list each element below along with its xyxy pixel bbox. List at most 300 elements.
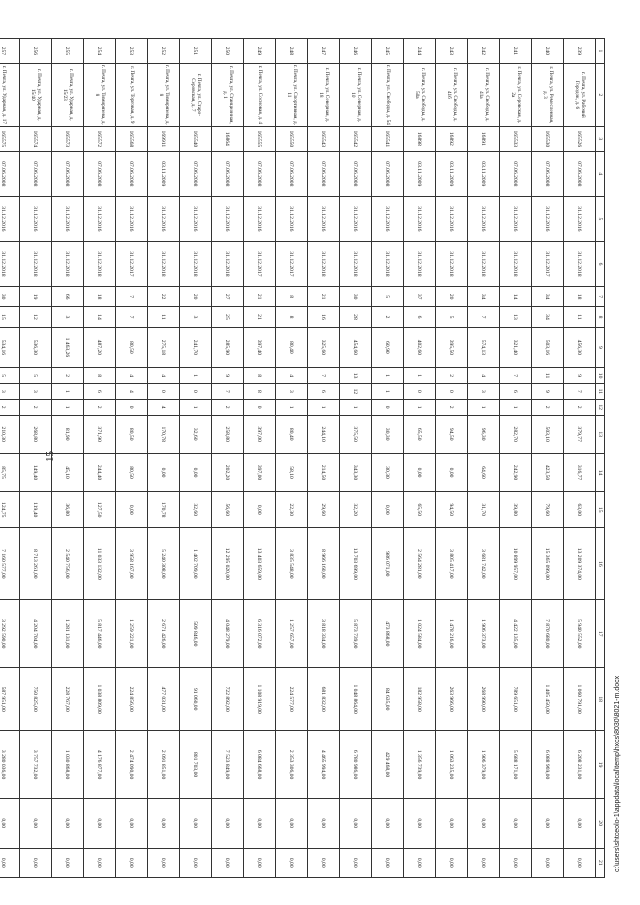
column-header: 1 <box>596 39 605 64</box>
table-cell: 0 <box>372 399 404 415</box>
table-cell: 31.12.2016 <box>148 196 180 241</box>
address-cell: г. Печга, ул. Свободы, д. 54 <box>372 63 404 126</box>
table-cell: 3 <box>0 383 20 399</box>
table-cell: 0,00 <box>404 848 436 877</box>
table-cell: 165526 <box>564 126 596 151</box>
table-cell: 7 <box>564 383 596 399</box>
table-cell: 07.06.2008 <box>52 151 84 196</box>
column-header: 20 <box>596 798 605 848</box>
table-cell: 7 <box>500 368 532 384</box>
table-cell: 31.12.2016 <box>436 196 468 241</box>
table-cell: 4 <box>116 368 148 384</box>
table-cell: 2 564 281,00 <box>404 528 436 600</box>
table-cell: 536,30 <box>20 327 52 368</box>
table-cell: 3 <box>52 307 84 327</box>
table-cell: 165573 <box>52 126 84 151</box>
table-cell: 282,70 <box>500 415 532 453</box>
column-header: 7 <box>596 287 605 307</box>
column-header: 19 <box>596 731 605 799</box>
table-cell: 574,13 <box>468 327 500 368</box>
table-cell: 84 635,00 <box>372 668 404 731</box>
table-cell: 9 <box>564 368 596 384</box>
table-cell: 2 540 756,00 <box>52 528 84 600</box>
column-header: 17 <box>596 600 605 668</box>
table-cell: 2 091 851,00 <box>148 731 180 799</box>
column-header: 5 <box>596 196 605 241</box>
table-cell: 2 <box>84 399 116 415</box>
table-cell: 343,30 <box>340 453 372 491</box>
table-cell: 1 030 868,00 <box>52 731 84 799</box>
table-cell: 16864 <box>212 126 244 151</box>
table-cell: 0,00 <box>212 798 244 848</box>
table-cell: 397,40 <box>244 327 276 368</box>
table-cell: 5 817 446,00 <box>84 600 116 668</box>
table-cell: 8 966 160,00 <box>308 528 340 600</box>
table-cell: 3 818 334,00 <box>308 600 340 668</box>
table-cell: 94,50 <box>436 415 468 453</box>
table-cell: 31.12.2018 <box>20 241 52 286</box>
table-cell: 258,80 <box>212 415 244 453</box>
table-cell: 32,20 <box>340 492 372 528</box>
table-cell: 0,00 <box>20 848 52 877</box>
table-cell: 7 <box>212 383 244 399</box>
table-cell: 6 208 231,00 <box>564 731 596 799</box>
table-cell: 248 <box>276 39 308 64</box>
table-cell: 31.12.2016 <box>0 196 20 241</box>
table-cell: 1 257 657,00 <box>276 600 308 668</box>
address-cell: г. Печга, ул. Станционная, д. 1 <box>212 63 244 126</box>
table-cell: 0,00 <box>404 453 436 491</box>
table-cell: 1 <box>52 383 84 399</box>
table-cell: 256 <box>20 39 52 64</box>
table-cell: 31.12.2016 <box>52 196 84 241</box>
table-cell: 170,78 <box>148 492 180 528</box>
table-cell: 0,00 <box>532 798 564 848</box>
table-cell: 3 681 742,00 <box>468 528 500 600</box>
table-cell: 3 805 417,00 <box>436 528 468 600</box>
table-cell: 119,40 <box>20 492 52 528</box>
table-cell: 30,30 <box>372 453 404 491</box>
table-cell: 07.06.2008 <box>532 151 564 196</box>
table-cell: 2 <box>532 399 564 415</box>
table-cell: 241 <box>500 39 532 64</box>
table-cell: 22,30 <box>276 492 308 528</box>
table-cell: 18 <box>84 287 116 307</box>
table-cell: 1 <box>404 368 436 384</box>
table-cell: 0,00 <box>276 798 308 848</box>
table-cell: 0,00 <box>436 798 468 848</box>
table-cell: 1 405 450,00 <box>532 668 564 731</box>
column-header: 11 <box>596 383 605 399</box>
table-cell: 429 468,00 <box>372 731 404 799</box>
table-cell: 0,00 <box>532 848 564 877</box>
table-cell: 6 084 668,00 <box>244 731 276 799</box>
table-cell: 30 <box>340 287 372 307</box>
table-cell: 5 <box>436 307 468 327</box>
table-cell: 0,00 <box>0 848 20 877</box>
table-cell: 165555 <box>244 126 276 151</box>
address-cell: г. Печга, ул. Тимирязева, д. 8 <box>84 63 116 126</box>
table-cell: 80,50 <box>116 453 148 491</box>
table-cell: 165575 <box>0 126 20 151</box>
table-cell: 5 <box>372 287 404 307</box>
table-cell: 275,18 <box>148 327 180 368</box>
table-cell: 0,00 <box>180 453 212 491</box>
table-cell: 63,00 <box>564 492 596 528</box>
table-cell: 8 <box>84 368 116 384</box>
table-cell: 986 071,00 <box>372 528 404 600</box>
table-cell: 1 <box>308 399 340 415</box>
table-cell: 2 671 426,00 <box>148 600 180 668</box>
table-cell: 31.12.2018 <box>52 241 84 286</box>
table-cell: 6 316 072,00 <box>244 600 276 668</box>
table-row <box>564 39 596 878</box>
table-cell: 245 <box>372 39 404 64</box>
table-cell: 31.12.2017 <box>116 241 148 286</box>
column-header: 15 <box>596 492 605 528</box>
table-cell: 0,00 <box>372 798 404 848</box>
table-cell: 13 <box>340 368 372 384</box>
table-cell: 0,00 <box>20 798 52 848</box>
table-row <box>340 39 372 878</box>
table-cell: 251 <box>180 39 212 64</box>
footer-file-path: c:\users\shtceolo-1\appdata\local\temp\hxcs\8030\8021-m.docx <box>614 675 621 872</box>
table-cell: 5 <box>0 368 20 384</box>
table-cell: 7 <box>116 307 148 327</box>
address-cell: г. Печга, ул. Свободы, д. 41а <box>468 63 500 126</box>
table-cell: 07.06.2008 <box>212 151 244 196</box>
header-row <box>596 39 605 878</box>
table-cell: 11 033 132,00 <box>84 528 116 600</box>
table-cell: 5 940 552,00 <box>564 600 596 668</box>
table-cell: 31.12.2018 <box>500 241 532 286</box>
table-cell: 9 <box>532 383 564 399</box>
table-cell: 31.12.2016 <box>468 196 500 241</box>
table-cell: 4 <box>148 368 180 384</box>
table-cell: 0,00 <box>468 848 500 877</box>
table-cell: 31.12.2016 <box>244 196 276 241</box>
table-cell: 30 <box>0 287 20 307</box>
table-cell: 250 <box>212 39 244 64</box>
column-header: 10 <box>596 368 605 384</box>
table-cell: 39,80 <box>500 492 532 528</box>
table-cell: 31.12.2016 <box>212 196 244 241</box>
table-cell: 681 832,00 <box>308 668 340 731</box>
table-cell: 31.12.2016 <box>372 196 404 241</box>
table-cell: 228 767,00 <box>52 668 84 731</box>
table-cell: 477 031,00 <box>148 668 180 731</box>
column-header: 6 <box>596 241 605 286</box>
column-header: 18 <box>596 668 605 731</box>
table-cell: 6 <box>500 383 532 399</box>
table-cell: 58,10 <box>276 453 308 491</box>
table-cell: 45,10 <box>52 453 84 491</box>
table-cell: 07.06.2008 <box>20 151 52 196</box>
table-cell: 36,80 <box>52 492 84 528</box>
table-cell: 64,60 <box>468 453 500 491</box>
table-cell: 31.12.2016 <box>532 196 564 241</box>
table-cell: 20 <box>180 287 212 307</box>
table-cell: 241,70 <box>180 327 212 368</box>
table-cell: 60,90 <box>372 327 404 368</box>
table-cell: 2 <box>0 399 20 415</box>
table-cell: 268,80 <box>20 415 52 453</box>
table-cell: 6 <box>404 307 436 327</box>
column-header: 8 <box>596 307 605 327</box>
table-cell: 5 873 739,00 <box>340 600 372 668</box>
table-cell: 0,00 <box>148 798 180 848</box>
table-cell: 509 846,00 <box>180 600 212 668</box>
table-cell: 243 <box>436 39 468 64</box>
table-cell: 15 <box>0 307 20 327</box>
table-cell: 03.11.2009 <box>148 151 180 196</box>
table-cell: 397,00 <box>244 453 276 491</box>
table-cell: 169911 <box>148 126 180 151</box>
table-cell: 31.12.2016 <box>340 196 372 241</box>
table-row <box>20 39 52 878</box>
address-cell: г. Печга, ул. Торговая, д. 9 <box>116 63 148 126</box>
table-cell: 37 <box>404 287 436 307</box>
column-header: 9 <box>596 327 605 368</box>
table-row <box>276 39 308 878</box>
table-cell: 11 <box>564 307 596 327</box>
table-cell: 7 523 849,00 <box>212 731 244 799</box>
table-cell: 07.06.2008 <box>372 151 404 196</box>
table-cell: 0,00 <box>308 798 340 848</box>
table-cell: 1 <box>372 368 404 384</box>
table-row <box>0 39 20 878</box>
address-cell: г. Печга, ул. Северная, д. 18 <box>308 63 340 126</box>
address-cell: г. Печга, ул. Спортивная, д. 11 <box>276 63 308 126</box>
table-cell: 454,60 <box>340 327 372 368</box>
table-cell: 182 958,00 <box>404 668 436 731</box>
address-cell: г. Печга, ул. Тимирязева, д. 8 <box>148 63 180 126</box>
table-cell: 94,50 <box>436 492 468 528</box>
table-cell: 253 <box>116 39 148 64</box>
table-cell: 165540 <box>180 126 212 151</box>
table-cell: 3 757 732,00 <box>20 731 52 799</box>
table-cell: 722 892,00 <box>212 668 244 731</box>
column-header: 3 <box>596 126 605 151</box>
table-cell: 4 176 877,00 <box>84 731 116 799</box>
table-cell: 27 <box>212 287 244 307</box>
table-cell: 4 <box>468 368 500 384</box>
table-cell: 31.12.2016 <box>116 196 148 241</box>
table-cell: 0 <box>244 399 276 415</box>
table-cell: 0,00 <box>52 848 84 877</box>
data-table <box>0 38 605 878</box>
table-cell: 8 <box>276 287 308 307</box>
table-cell: 1 463,26 <box>52 327 84 368</box>
table-cell: 0,00 <box>564 848 596 877</box>
table-cell: 1 <box>52 399 84 415</box>
address-cell: г. Печга, ул. Свободы, д. 50а <box>404 63 436 126</box>
table-cell: 124,75 <box>0 492 20 528</box>
table-row <box>180 39 212 878</box>
table-cell: 79,60 <box>532 492 564 528</box>
table-cell: 31.12.2016 <box>20 196 52 241</box>
table-cell: 503,10 <box>532 415 564 453</box>
address-cell: г. Печга, ул. Сосновая, д. 4 <box>244 63 276 126</box>
table-cell: 32,60 <box>180 415 212 453</box>
table-cell: 244,10 <box>308 415 340 453</box>
table-cell: 0 <box>180 383 212 399</box>
table-cell: 165568 <box>116 126 148 151</box>
table-cell: 165572 <box>84 126 116 151</box>
table-cell: 0,00 <box>340 798 372 848</box>
table-cell: 07.06.2008 <box>180 151 212 196</box>
table-cell: 07.06.2008 <box>116 151 148 196</box>
table-cell: 0,00 <box>180 798 212 848</box>
table-cell: 31.12.2018 <box>340 241 372 286</box>
table-cell: 0,00 <box>0 798 20 848</box>
address-cell: г. Печга, ул. Старо-Серовская, д. 7 <box>180 63 212 126</box>
table-cell: 316,77 <box>564 453 596 491</box>
table-cell: 285,90 <box>212 327 244 368</box>
column-header: 14 <box>596 453 605 491</box>
table-cell: 4 <box>148 399 180 415</box>
address-cell: г. Печга, ул. Ударная, д. 15/23 <box>52 63 84 126</box>
table-cell: 0,00 <box>84 848 116 877</box>
table-cell: 31.12.2018 <box>468 241 500 286</box>
table-cell: 0,00 <box>500 848 532 877</box>
table-cell: 170,78 <box>148 415 180 453</box>
table-cell: 240 <box>532 39 564 64</box>
table-cell: 4 465 994,00 <box>308 731 340 799</box>
column-header: 13 <box>596 415 605 453</box>
table-cell: 3 958 167,00 <box>116 528 148 600</box>
table-cell: 31.12.2018 <box>180 241 212 286</box>
table-cell: 81,90 <box>52 415 84 453</box>
table-cell: 0 <box>116 399 148 415</box>
table-cell: 4 204 704,00 <box>20 600 52 668</box>
table-cell: 252 <box>148 39 180 64</box>
column-header: 21 <box>596 848 605 877</box>
table-cell: 239 <box>564 39 596 64</box>
table-cell: 9 <box>212 368 244 384</box>
table-cell: 12 <box>20 307 52 327</box>
table-cell: 246 <box>340 39 372 64</box>
table-cell: 07.06.2008 <box>564 151 596 196</box>
table-row <box>212 39 244 878</box>
table-cell: 255 <box>52 39 84 64</box>
table-cell: 165550 <box>276 126 308 151</box>
table-cell: 16898 <box>404 126 436 151</box>
table-cell: 7 <box>308 368 340 384</box>
table-cell: 3 835 548,00 <box>276 528 308 600</box>
table-cell: 165542 <box>340 126 372 151</box>
table-cell: 31.12.2018 <box>148 241 180 286</box>
table-cell: 80,50 <box>116 415 148 453</box>
address-cell: г. Печга, ул. Свободы, д. 41б <box>436 63 468 126</box>
table-cell: 0,00 <box>148 453 180 491</box>
table-cell: 31.12.2018 <box>436 241 468 286</box>
table-cell: 11 <box>148 307 180 327</box>
table-cell: 456,30 <box>564 327 596 368</box>
table-cell: 31.12.2018 <box>84 241 116 286</box>
table-cell: 65,50 <box>404 415 436 453</box>
table-cell: 587 951,00 <box>0 668 20 731</box>
table-cell: 96,30 <box>468 415 500 453</box>
table-cell: 2 <box>436 368 468 384</box>
table-cell: 13 <box>500 307 532 327</box>
table-cell: 80,40 <box>276 415 308 453</box>
table-cell: 3 280 036,00 <box>0 731 20 799</box>
table-cell: 12 295 020,00 <box>212 528 244 600</box>
table-cell: 503,16 <box>532 327 564 368</box>
table-cell: 03.11.2009 <box>468 151 500 196</box>
table-cell: 1 024 584,00 <box>404 600 436 668</box>
table-cell: 0,00 <box>436 848 468 877</box>
page-number: 15 <box>44 451 56 462</box>
table-cell: 1 478 216,00 <box>436 600 468 668</box>
table-cell: 66 <box>52 287 84 307</box>
table-cell: 165543 <box>308 126 340 151</box>
table-cell: 487,20 <box>84 327 116 368</box>
table-cell: 3 <box>276 383 308 399</box>
table-row <box>468 39 500 878</box>
address-cell: г. Печга, ул. Ударная, д. 17 <box>0 63 20 126</box>
table-cell: 0,00 <box>148 848 180 877</box>
table-cell: 56,60 <box>212 492 244 528</box>
table-cell: 29,60 <box>308 492 340 528</box>
table-row <box>532 39 564 878</box>
table-cell: 4 422 135,00 <box>500 600 532 668</box>
table-cell: 0,00 <box>180 848 212 877</box>
table-cell: 3 <box>468 383 500 399</box>
table-cell: 07.06.2008 <box>0 151 20 196</box>
table-cell: 16 <box>308 307 340 327</box>
table-cell: 4 048 279,00 <box>212 600 244 668</box>
table-cell: 0,00 <box>244 848 276 877</box>
table-cell: 07.06.2008 <box>276 151 308 196</box>
table-cell: 31.12.2018 <box>404 241 436 286</box>
table-cell: 0,00 <box>244 492 276 528</box>
table-cell: 5 <box>20 368 52 384</box>
table-cell: 2 <box>436 399 468 415</box>
table-cell: 19 <box>20 287 52 307</box>
table-cell: 91 060,00 <box>180 668 212 731</box>
table-cell: 224 577,00 <box>276 668 308 731</box>
table-cell: 7 870 680,00 <box>532 600 564 668</box>
table-cell: 31.12.2016 <box>180 196 212 241</box>
table-cell: 4 <box>116 383 148 399</box>
table-cell: 1 356 739,00 <box>404 731 436 799</box>
column-header: 4 <box>596 151 605 196</box>
table-cell: 15 365 099,00 <box>532 528 564 600</box>
table-row <box>404 39 436 878</box>
table-cell: 7 160 577,00 <box>0 528 20 600</box>
table-cell: 1 038 809,00 <box>84 668 116 731</box>
table-cell: 85,75 <box>0 453 20 491</box>
table-cell: 0,00 <box>116 848 148 877</box>
table-cell: 31,70 <box>468 492 500 528</box>
table-cell: 0,00 <box>308 848 340 877</box>
table-cell: 395,50 <box>436 327 468 368</box>
table-row <box>436 39 468 878</box>
table-cell: 1 <box>180 368 212 384</box>
table-cell: 1 402 709,00 <box>180 528 212 600</box>
table-cell: 31.12.2018 <box>564 241 596 286</box>
table-row <box>244 39 276 878</box>
table-cell: 80,40 <box>276 327 308 368</box>
table-cell: 31.12.2016 <box>308 196 340 241</box>
table-cell: 13 403 659,00 <box>244 528 276 600</box>
table-cell: 13 209 374,00 <box>564 528 596 600</box>
table-cell: 8 <box>244 368 276 384</box>
table-cell: 31.12.2016 <box>500 196 532 241</box>
address-cell: г. Печга, ул. Рабочий Городок, д. 6 <box>564 63 596 126</box>
